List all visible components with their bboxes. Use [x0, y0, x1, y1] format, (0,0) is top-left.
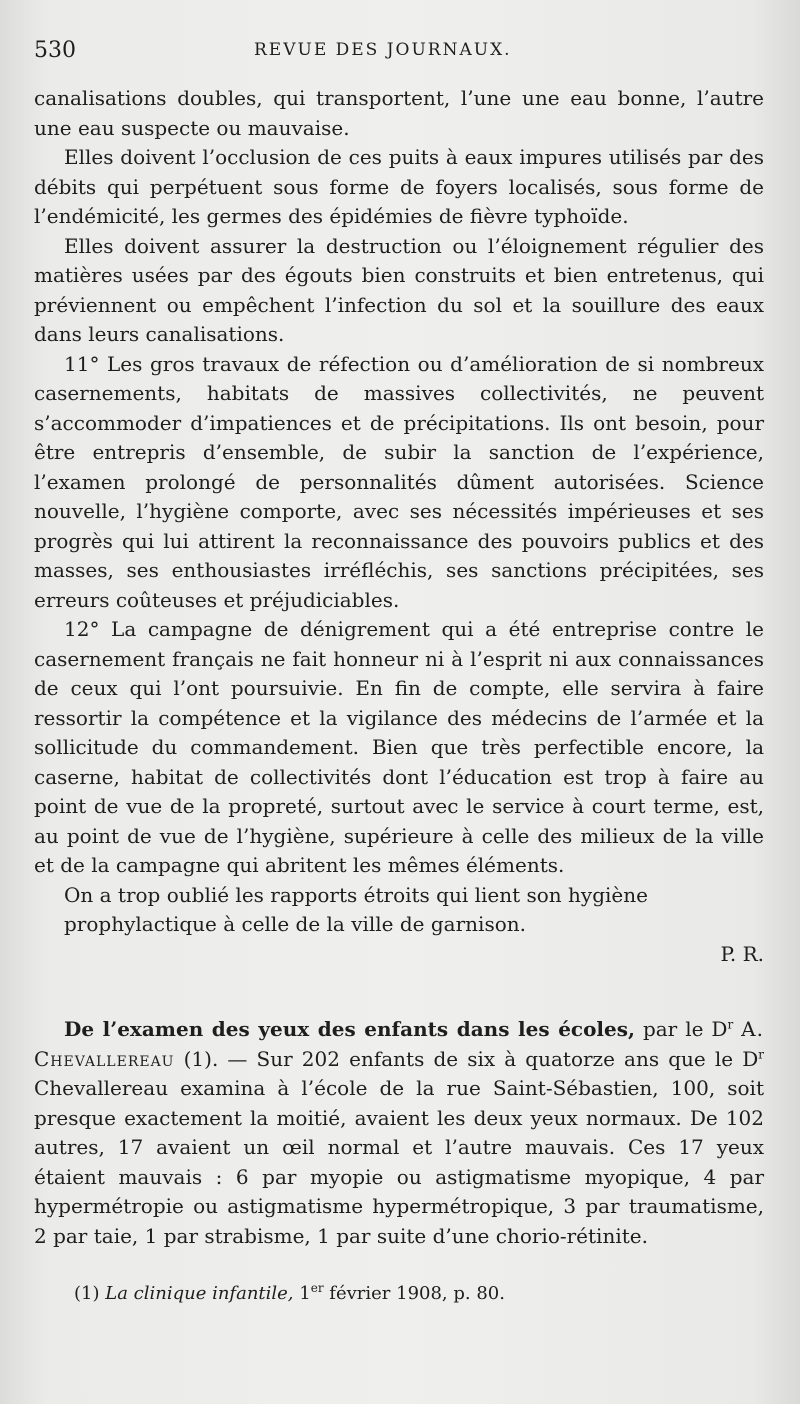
article-text: Chevallereau examina à l’école de la rue Saint-Sébastien, 100, soit presque exactement la moitié, avaient les deux yeux normaux. De 102 autres, 17 avaient un œil normal et l’autre mauvais. Ces 17 yeux étaient mauvais : 6 par myopie ou astigmatisme myopique, 4 par hypermétropie ou astigmatisme hypermétropique, 3 par traumatisme, 2 par taie, 1 par strabisme, 1 par suite d’une chorio-rétinite. [34, 1076, 764, 1248]
article-author: A. Chevallereau [34, 1017, 764, 1071]
paragraph: Elles doivent l’occlusion de ces puits à eaux impures utilisés par des débits qui perpétuent sous forme de foyers localisés, sous forme de l’endémicité, les germes des épidémies de fièvre typhoïde. [34, 145, 764, 228]
superscript: r [727, 1017, 734, 1032]
footnote-date: février 1908, p. 80. [329, 1283, 505, 1304]
article-abstract [34, 1015, 764, 1251]
running-title: REVUE DES JOURNAUX. [254, 40, 512, 60]
author-signature: P. R. [720, 941, 764, 966]
paragraph-item-11: 11° Les gros travaux de réfection ou d’amélioration de si nombreux casernements, habitats de massives collectivités, ne peuvent s’accommoder d’impatiences et de précipitations. Ils ont besoin, pour être entrepris d’ensemble, de subir la sanction de l’expérience, l’examen prolongé de personnalités dûment autorisées. Science nouvelle, l’hygiène comporte, avec ses nécessités impérieuses et ses progrès qui lui attirent la reconnaissance des pouvoirs publics et des masses, ses enthousiastes irréfléchis, ses sanctions précipitées, ses erreurs coûteuses et préjudiciables. [34, 351, 764, 612]
signature-line [34, 940, 764, 970]
paragraph: Elles doivent assurer la destruction ou l’éloignement régulier des matières usées par des égouts bien construits et bien entretenus, qui préviennent ou empêchent l’infection du sol et la souillure des eaux dans leurs canalisations. [34, 233, 764, 346]
paragraph-continuation: canalisations doubles, qui transportent, l’une une eau bonne, l’autre une eau suspecte ou mauvaise. [34, 86, 764, 140]
footnote [34, 1281, 764, 1307]
page-header [34, 34, 764, 72]
article-title: De l’examen des yeux des enfants dans les écoles, [64, 1017, 635, 1041]
footnote-reference: (1). [183, 1046, 219, 1071]
closing-text: On a trop oublié les rapports étroits qui lient son hygiène prophylactique à celle de la ville de garnison. [64, 882, 648, 936]
article-byline-prefix: par le D [642, 1017, 728, 1041]
footnote-marker: (1) [74, 1283, 100, 1304]
page-number: 530 [34, 38, 76, 63]
page-body [34, 84, 764, 1307]
paragraph-item-12: 12° La campagne de dénigrement qui a été entreprise contre le casernement français ne fait honneur ni à l’esprit ni aux connaissances de ceux qui l’ont poursuivie. En fin de compte, elle servira à faire ressortir la compétence et la vigilance des médecins de l’armée et la sollicitude du commandement. Bien que très perfectible encore, la caserne, habitat de collectivités dont l’éducation est trop à faire au point de vue de la propreté, surtout avec le service à court terme, est, au point de vue de l’hygiène, supérieure à celle des milieux de la ville et de la campagne qui abritent les mêmes éléments. [34, 617, 764, 877]
footnote-date: 1 [299, 1283, 311, 1304]
footnote-journal: La clinique infantile, [105, 1283, 294, 1304]
superscript: r [758, 1046, 764, 1061]
superscript: er [310, 1281, 324, 1295]
article-text: — Sur 202 enfants de six à quatorze ans que le D [218, 1046, 759, 1071]
closing-paragraph [34, 881, 764, 940]
